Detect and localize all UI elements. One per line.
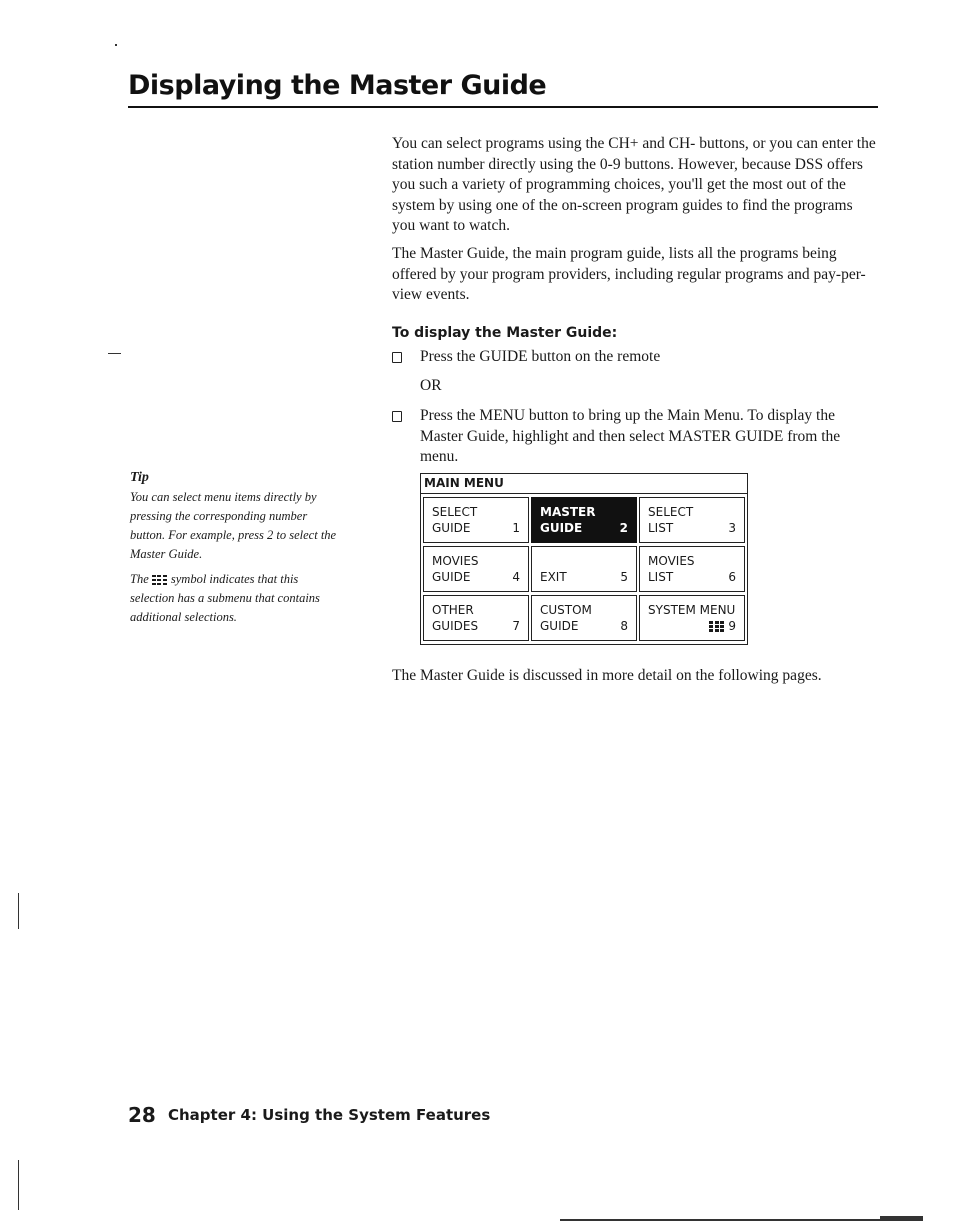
- menu-item-label-line2: GUIDES: [432, 619, 479, 633]
- menu-item-master-guide: [531, 497, 637, 543]
- menu-item-label-line1: MASTER: [540, 505, 596, 519]
- menu-item-number-value: 8: [620, 619, 628, 633]
- title-rule: [128, 106, 878, 108]
- menu-item-label-line1: OTHER: [432, 603, 474, 617]
- menu-item-number: [620, 520, 628, 536]
- menu-item-number: [512, 618, 520, 634]
- tip-text-1: You can select menu items directly by pressing the corresponding number button. For example, press 2 to select the Master Guide.: [130, 490, 337, 561]
- intro-text-2: The Master Guide, the main program guide, lists all the programs being offered by your program providers, including regular programs and pay-per-view events.: [392, 245, 866, 303]
- intro-text-1: You can select programs using the CH+ and CH- buttons, or you can enter the station number directly using the 0-9 buttons. However, because DSS offers you such a variety of programming choices, you'll get the most out of the system by using one of the on-screen program guides to find the programs you want to watch.: [392, 135, 876, 234]
- chapter-title: Chapter 4: Using the System Features: [168, 1106, 491, 1124]
- menu-item-label-line2: GUIDE: [432, 570, 471, 584]
- menu-item-select-guide: [423, 497, 529, 543]
- submenu-grid-icon: [709, 621, 724, 632]
- scan-mark: [108, 353, 121, 354]
- tip-heading: Tip: [130, 470, 149, 485]
- submenu-grid-icon: [152, 575, 167, 586]
- menu-item-label-line2: LIST: [648, 570, 674, 584]
- menu-item-number: [620, 618, 628, 634]
- menu-item-number-value: 2: [619, 521, 628, 535]
- checkbox-bullet-icon: [392, 411, 402, 422]
- menu-item-movies-list: [639, 546, 745, 592]
- step-2-text: Press the MENU button to bring up the Main Menu. To display the Master Guide, highlight and then select MASTER GUIDE from the menu.: [420, 407, 841, 465]
- menu-item-label-line1: MOVIES: [432, 554, 479, 568]
- menu-item-number-value: 7: [512, 619, 520, 633]
- step-1-text: Press the GUIDE button on the remote: [420, 348, 661, 365]
- menu-item-number-value: 5: [620, 570, 628, 584]
- menu-item-number: [728, 569, 736, 585]
- menu-item-label-line1: SELECT: [432, 505, 478, 519]
- menu-item-label-line1: SYSTEM MENU: [648, 603, 736, 617]
- or-separator: OR: [420, 377, 442, 394]
- scan-mark: [880, 1216, 923, 1220]
- menu-item-number-value: 9: [728, 619, 736, 633]
- procedure-heading: To display the Master Guide:: [392, 325, 618, 341]
- procedure-step-1: [392, 347, 878, 368]
- menu-item-label-line2: GUIDE: [432, 521, 471, 535]
- menu-item-label-line1: SELECT: [648, 505, 694, 519]
- menu-item-number-value: 3: [728, 521, 736, 535]
- menu-item-label-line1: MOVIES: [648, 554, 695, 568]
- intro-paragraph-1: [392, 134, 878, 237]
- scan-mark: [560, 1219, 923, 1221]
- menu-item-exit: [531, 546, 637, 592]
- menu-item-number: [709, 618, 736, 634]
- tip-text-2: [130, 570, 345, 627]
- tip-text-2-after: symbol indicates that this selection has a submenu that contains additional selections.: [130, 572, 320, 624]
- scan-mark: [18, 893, 19, 929]
- main-menu-header: MAIN MENU: [424, 476, 504, 490]
- tip-text-2-before: The: [130, 572, 149, 586]
- checkbox-bullet-icon: [392, 352, 402, 363]
- menu-item-number: [728, 520, 736, 536]
- procedure-step-2: [392, 406, 878, 468]
- menu-item-movies-guide: [423, 546, 529, 592]
- menu-item-label-line2: GUIDE: [540, 521, 583, 535]
- menu-item-number-value: 1: [512, 521, 520, 535]
- closing-paragraph: The Master Guide is discussed in more detail on the following pages.: [392, 667, 822, 684]
- menu-item-system-menu: [639, 595, 745, 641]
- menu-item-custom-guide: [531, 595, 637, 641]
- menu-item-other-guides: [423, 595, 529, 641]
- scan-mark: [115, 44, 117, 46]
- main-menu-divider: [420, 493, 748, 494]
- menu-item-label-line1: CUSTOM: [540, 603, 592, 617]
- menu-item-number: [512, 520, 520, 536]
- menu-item-number-value: 6: [728, 570, 736, 584]
- menu-item-label-line2: LIST: [648, 521, 674, 535]
- scan-mark: [18, 1160, 19, 1210]
- menu-item-label-line2: GUIDE: [540, 619, 579, 633]
- page-title: Displaying the Master Guide: [128, 70, 547, 101]
- intro-paragraph-2: [392, 244, 878, 306]
- menu-item-label-line2: EXIT: [540, 570, 567, 584]
- menu-item-number-value: 4: [512, 570, 520, 584]
- menu-item-number: [620, 569, 628, 585]
- menu-item-number: [512, 569, 520, 585]
- page-number: 28: [128, 1103, 156, 1127]
- menu-item-select-list: [639, 497, 745, 543]
